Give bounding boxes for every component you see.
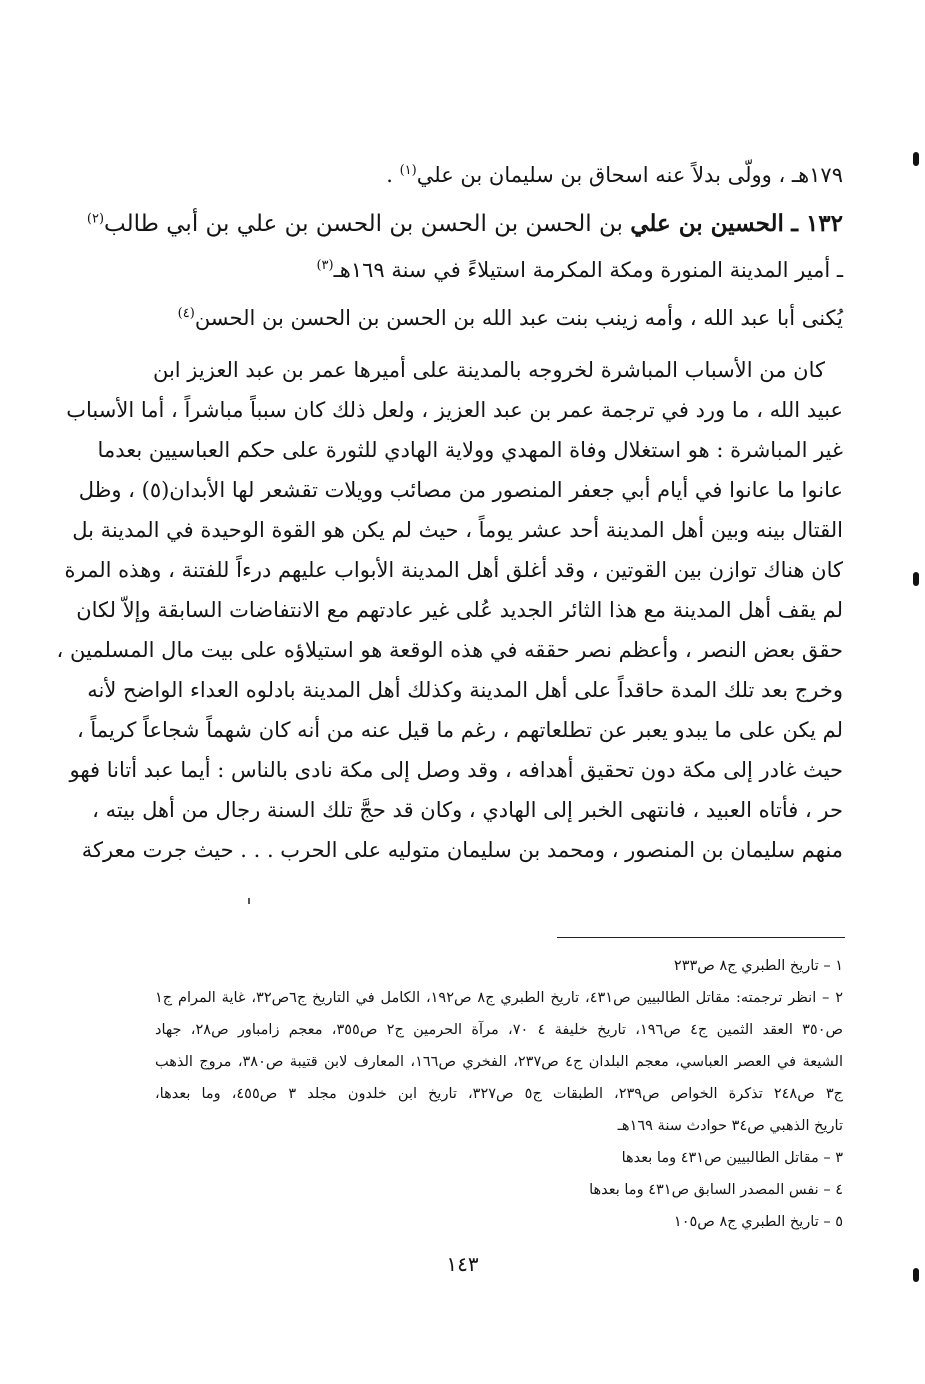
footnote-ref-1: (١) xyxy=(399,163,417,178)
footnote-1: ١ – تاريخ الطبري ج٨ ص٢٣٣ xyxy=(673,958,843,974)
paragraph-line: كان هناك توازن بين القوتين ، وقد أغلق أهل المدينة الأبواب عليهم درءاً للفتنة ، وهذه المرة xyxy=(64,558,843,582)
paragraph-line: لم يكن على ما يبدو يعبر عن تطلعاتهم ، رغم ما قيل عنه من أنه كان شهماً شجاعاً كريماً ، xyxy=(76,718,843,742)
entry-heading xyxy=(87,210,843,237)
page-number: ١٤٣ xyxy=(446,1252,479,1276)
footnote-2: ٢ – انظر ترجمته: مقاتل الطالبيين ص٤٣١، تاريخ الطبري ج٨ ص١٩٢، الكامل في التاريخ ج٦ص٣٢، غاية المرام ج١ xyxy=(155,990,843,1006)
entry-subline-1-text: ـ أمير المدينة المنورة ومكة المكرمة استيلاءً في سنة ١٦٩هـ xyxy=(333,258,843,282)
footnote-2-line: تاريخ الذهبي ص٣٤ حوادث سنة ١٦٩هـ xyxy=(617,1118,843,1134)
paragraph-line: عبيد الله ، ما ورد في ترجمة عمر بن عبد العزيز ، ولعل ذلك كان سبباً مباشراً ، أما الأسباب xyxy=(66,398,843,422)
paragraph-line: حقق بعض النصر ، وأعظم نصر حققه في هذه الوقعة هو استيلاؤه على بيت مال المسلمين ، xyxy=(56,638,843,662)
paragraph-line: لم يقف أهل المدينة مع هذا الثائر الجديد عُلى غير عادتهم مع الانتفاضات السابقة وإلاّ لكان xyxy=(76,598,843,622)
paragraph-line: غير المباشرة : هو استغلال وفاة المهدي وولاية الهادي للثورة على حكم العباسيين بعدما xyxy=(97,438,843,462)
binding-mark xyxy=(913,1268,919,1282)
paragraph-line: وخرج بعد تلك المدة حاقداً على أهل المدينة وكذلك أهل المدينة بادلوه العداء الواضح لأنه xyxy=(87,678,843,702)
paragraph-line: كان من الأسباب المباشرة لخروجه بالمدينة على أميرها عمر بن عبد العزيز ابن xyxy=(152,358,825,382)
paragraph-line: منهم سليمان بن المنصور ، ومحمد بن سليمان متوليه على الحرب . . . حيث جرت معركة xyxy=(81,838,843,862)
entry-subline-1 xyxy=(316,258,843,282)
paragraph-line: عانوا ما عانوا في أيام أبي جعفر المنصور من مصائب وويلات تقشعر لها الأبدان(٥) ، وظل xyxy=(78,478,843,502)
continuation-tail: . xyxy=(386,163,400,187)
footnote-2-line: ج٣ ص٢٤٨ تذكرة الخواص ص٢٣٩، الطبقات ج٥ ص٣٢٧، تاريخ ابن خلدون مجلد ٣ ص٤٥٥، وما بعدها، xyxy=(155,1086,843,1102)
footnote-ref-4: (٤) xyxy=(177,306,195,321)
footnote-rule xyxy=(557,937,845,938)
footnote-4: ٤ – نفس المصدر السابق ص٤٣١ وما بعدها xyxy=(589,1182,843,1198)
footnote-3: ٣ – مقاتل الطالبيين ص٤٣١ وما بعدها xyxy=(621,1150,843,1166)
footnote-5: ٥ – تاريخ الطبري ج٨ ص١٠٥ xyxy=(673,1214,843,1230)
scan-speck xyxy=(248,898,250,904)
continuation-text: ١٧٩هـ ، وولّى بدلاً عنه اسحاق بن سليمان بن علي xyxy=(416,163,843,187)
binding-mark xyxy=(913,152,919,166)
footnote-ref-3: (٣) xyxy=(316,258,334,273)
footnote-ref-2: (٢) xyxy=(86,211,105,227)
continuation-line xyxy=(386,163,843,187)
paragraph-line: حيث غادر إلى مكة دون تحقيق أهدافه ، وقد وصل إلى مكة نادى بالناس : أيما عبد أتانا فهو xyxy=(69,758,843,782)
footnote-2-line: ص٣٥٠ العقد الثمين ج٤ ص١٩٦، تاريخ خليفة ٤ ٧٠، مرآة الحرمين ج٢ ص٣٥٥، معجم زامباور ص٢٨، جهاد xyxy=(155,1022,844,1038)
entry-name: الحسين بن علي xyxy=(630,210,784,237)
entry-subline-2-text: يُكنى أبا عبد الله ، وأمه زينب بنت عبد الله بن الحسن بن الحسن بن الحسن xyxy=(194,306,843,330)
entry-number: ١٣٢ ـ xyxy=(791,210,843,237)
entry-subline-2 xyxy=(178,306,843,330)
entry-lineage: بن الحسن بن الحسن بن الحسن بن علي بن أبي طالب xyxy=(104,211,631,237)
paragraph-line: القتال بينه وبين أهل المدينة أحد عشر يوماً ، حيث لم يكن هو القوة الوحيدة في المدينة بل xyxy=(72,518,843,542)
binding-mark xyxy=(913,572,919,586)
footnote-2-line: الشيعة في العصر العباسي، معجم البلدان ج٤ ص٢٣٧، الفخري ص١٦٦، المعارف لابن قتيبة ص٣٨٠، مروج الذهب xyxy=(155,1054,843,1070)
paragraph-line: حر ، فأتاه العبيد ، فانتهى الخبر إلى الهادي ، وكان قد حجَّ تلك السنة رجال من أهل بيته ، xyxy=(92,798,843,822)
